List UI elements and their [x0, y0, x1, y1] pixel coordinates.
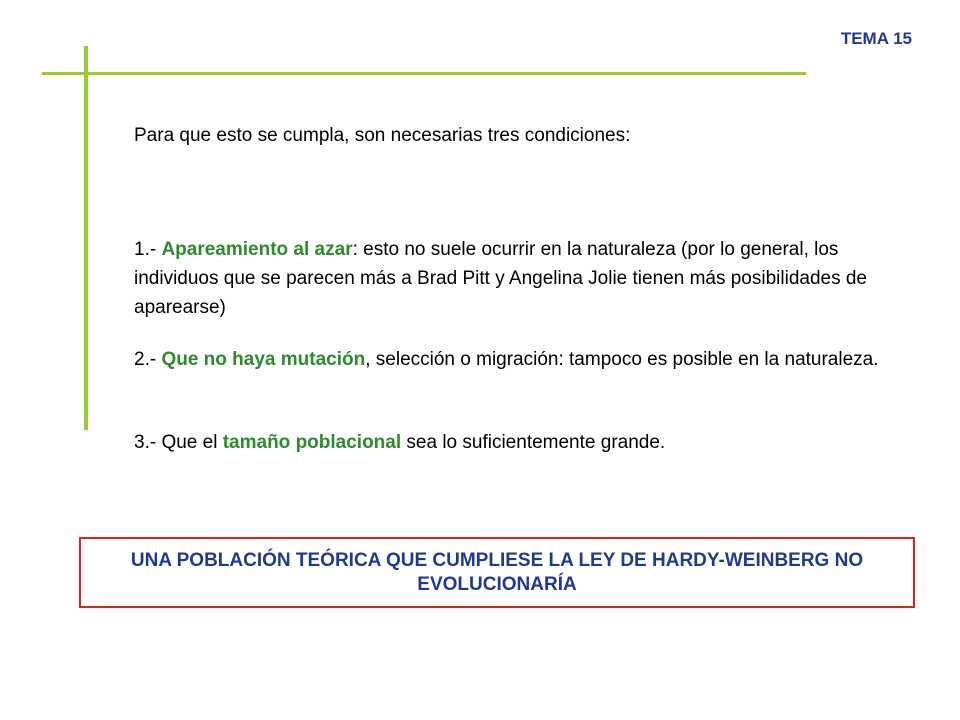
condition-3-highlight: tamaño poblacional: [222, 432, 402, 453]
condition-2-prefix: 2.-: [134, 349, 162, 370]
conclusion-text: UNA POBLACIÓN TEÓRICA QUE CUMPLIESE LA LEY DE HARDY-WEINBERG NO EVOLUCIONARÍA: [130, 549, 864, 595]
condition-1: [134, 235, 904, 322]
condition-2: [134, 345, 904, 374]
slide-topic-label: TEMA 15: [840, 29, 912, 48]
condition-3-text: sea lo suficientemente grande.: [401, 432, 666, 453]
condition-3-prefix: 3.- Que el: [134, 432, 223, 453]
horizontal-accent-line: [42, 72, 806, 75]
vertical-accent-line: [84, 46, 88, 430]
intro-paragraph: Para que esto se cumpla, son necesarias tres condiciones:: [134, 125, 631, 146]
condition-1-prefix: 1.-: [134, 239, 162, 260]
condition-1-text: : esto no suele ocurrir en la naturaleza (por lo general, los individuos que se parecen más a Brad Pitt y Angelina Jolie tienen más posibilidades de aparearse): [134, 239, 868, 318]
condition-1-highlight: Apareamiento al azar: [161, 239, 353, 260]
condition-2-highlight: Que no haya mutación: [161, 349, 366, 370]
condition-3: [134, 428, 904, 457]
condition-2-text: , selección o migración: tampoco es posible en la naturaleza.: [365, 349, 879, 370]
conclusion-box: [79, 537, 915, 608]
